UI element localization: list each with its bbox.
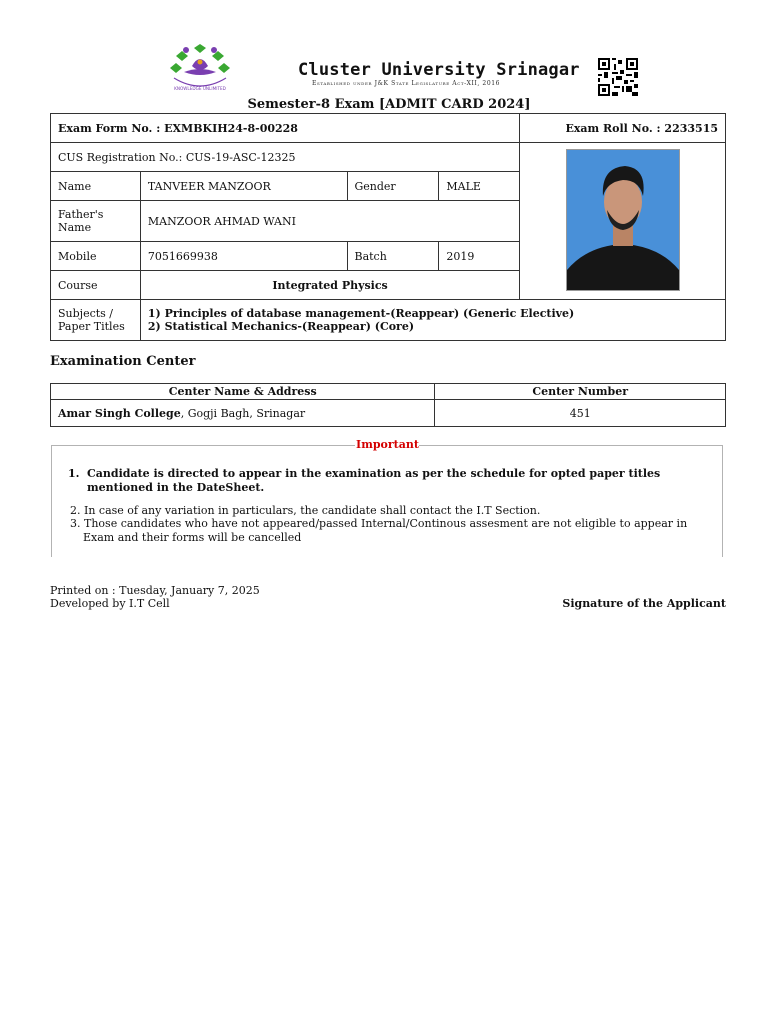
name-label: Name (51, 172, 141, 201)
registration-label: CUS Registration No.: (58, 150, 183, 164)
developed-by: Developed by I.T Cell (50, 597, 170, 610)
exam-roll-cell (520, 114, 726, 143)
batch-label: Batch (347, 242, 439, 271)
note-number: 2. (70, 504, 81, 517)
course-label: Course (51, 271, 141, 300)
subject-item: 2) Statistical Mechanics-(Reappear) (Core) (147, 320, 415, 333)
important-note (70, 517, 719, 544)
registration-cell (51, 143, 520, 172)
table-row (51, 400, 726, 427)
examination-center-table (50, 383, 726, 427)
exam-form-cell (51, 114, 520, 143)
note-text: In case of any variation in particulars, the candidate shall contact the I.T Section. (84, 504, 541, 517)
photo-cell (520, 143, 726, 300)
exam-title: Semester-8 Exam [ADMIT CARD 2024] (247, 97, 531, 112)
subjects-cell (140, 300, 725, 341)
batch-value: 2019 (439, 242, 520, 271)
subjects-label: Subjects / Paper Titles (51, 300, 141, 341)
name-value: TANVEER MANZOOR (140, 172, 347, 201)
printed-on-date: Printed on : Tuesday, January 7, 2025 (50, 584, 260, 597)
gender-value: MALE (439, 172, 520, 201)
university-logo (166, 44, 234, 94)
center-number-header: Center Number (435, 384, 726, 400)
note-number: 3. (70, 517, 81, 530)
father-name-value: MANZOOR AHMAD WANI (140, 201, 519, 242)
exam-form-label: Exam Form No. : (58, 121, 161, 135)
important-label: Important (356, 438, 419, 451)
subject-item: 1) Principles of database management-(Reappear) (Generic Elective) (147, 307, 575, 320)
note-number: 1. (68, 467, 80, 480)
note-text: Those candidates who have not appeared/passed Internal/Continous assesment are not eligible to appear in Exam and their forms will be cancelled (83, 517, 688, 544)
applicant-photo (566, 149, 680, 291)
course-value: Integrated Physics (140, 271, 519, 300)
admit-card-table (50, 113, 726, 341)
applicant-signature-label: Signature of the Applicant (562, 597, 726, 610)
mobile-label: Mobile (51, 242, 141, 271)
exam-form-number: EXMBKIH24-8-00228 (164, 121, 298, 135)
center-address: , Gogji Bagh, Srinagar (180, 406, 306, 420)
table-header-row (51, 384, 726, 400)
father-name-label: Father's Name (51, 201, 141, 242)
registration-number: CUS-19-ASC-12325 (185, 150, 296, 164)
center-name-header: Center Name & Address (51, 384, 435, 400)
table-row (51, 300, 726, 341)
examination-center-heading: Examination Center (50, 354, 196, 369)
center-college-name: Amar Singh College (58, 406, 181, 420)
university-subtitle: Established under J&K State Legislature Act-XII, 2016 (312, 80, 501, 87)
university-name: Cluster University Srinagar (298, 60, 580, 80)
center-address-cell (51, 400, 435, 427)
mobile-value: 7051669938 (140, 242, 347, 271)
table-row (51, 143, 726, 172)
svg-text:KNOWLEDGE UNLIMITED: KNOWLEDGE UNLIMITED (174, 86, 226, 91)
important-note (70, 504, 710, 518)
qr-code-icon (598, 58, 638, 96)
gender-label: Gender (347, 172, 439, 201)
note-text: Candidate is directed to appear in the examination as per the schedule for opted paper titles mentioned in the DateSheet. (87, 467, 661, 494)
exam-roll-label: Exam Roll No. : (565, 121, 661, 135)
important-note (68, 467, 708, 494)
table-row (51, 114, 726, 143)
center-number-value: 451 (435, 400, 726, 427)
exam-roll-number: 2233515 (664, 121, 718, 135)
